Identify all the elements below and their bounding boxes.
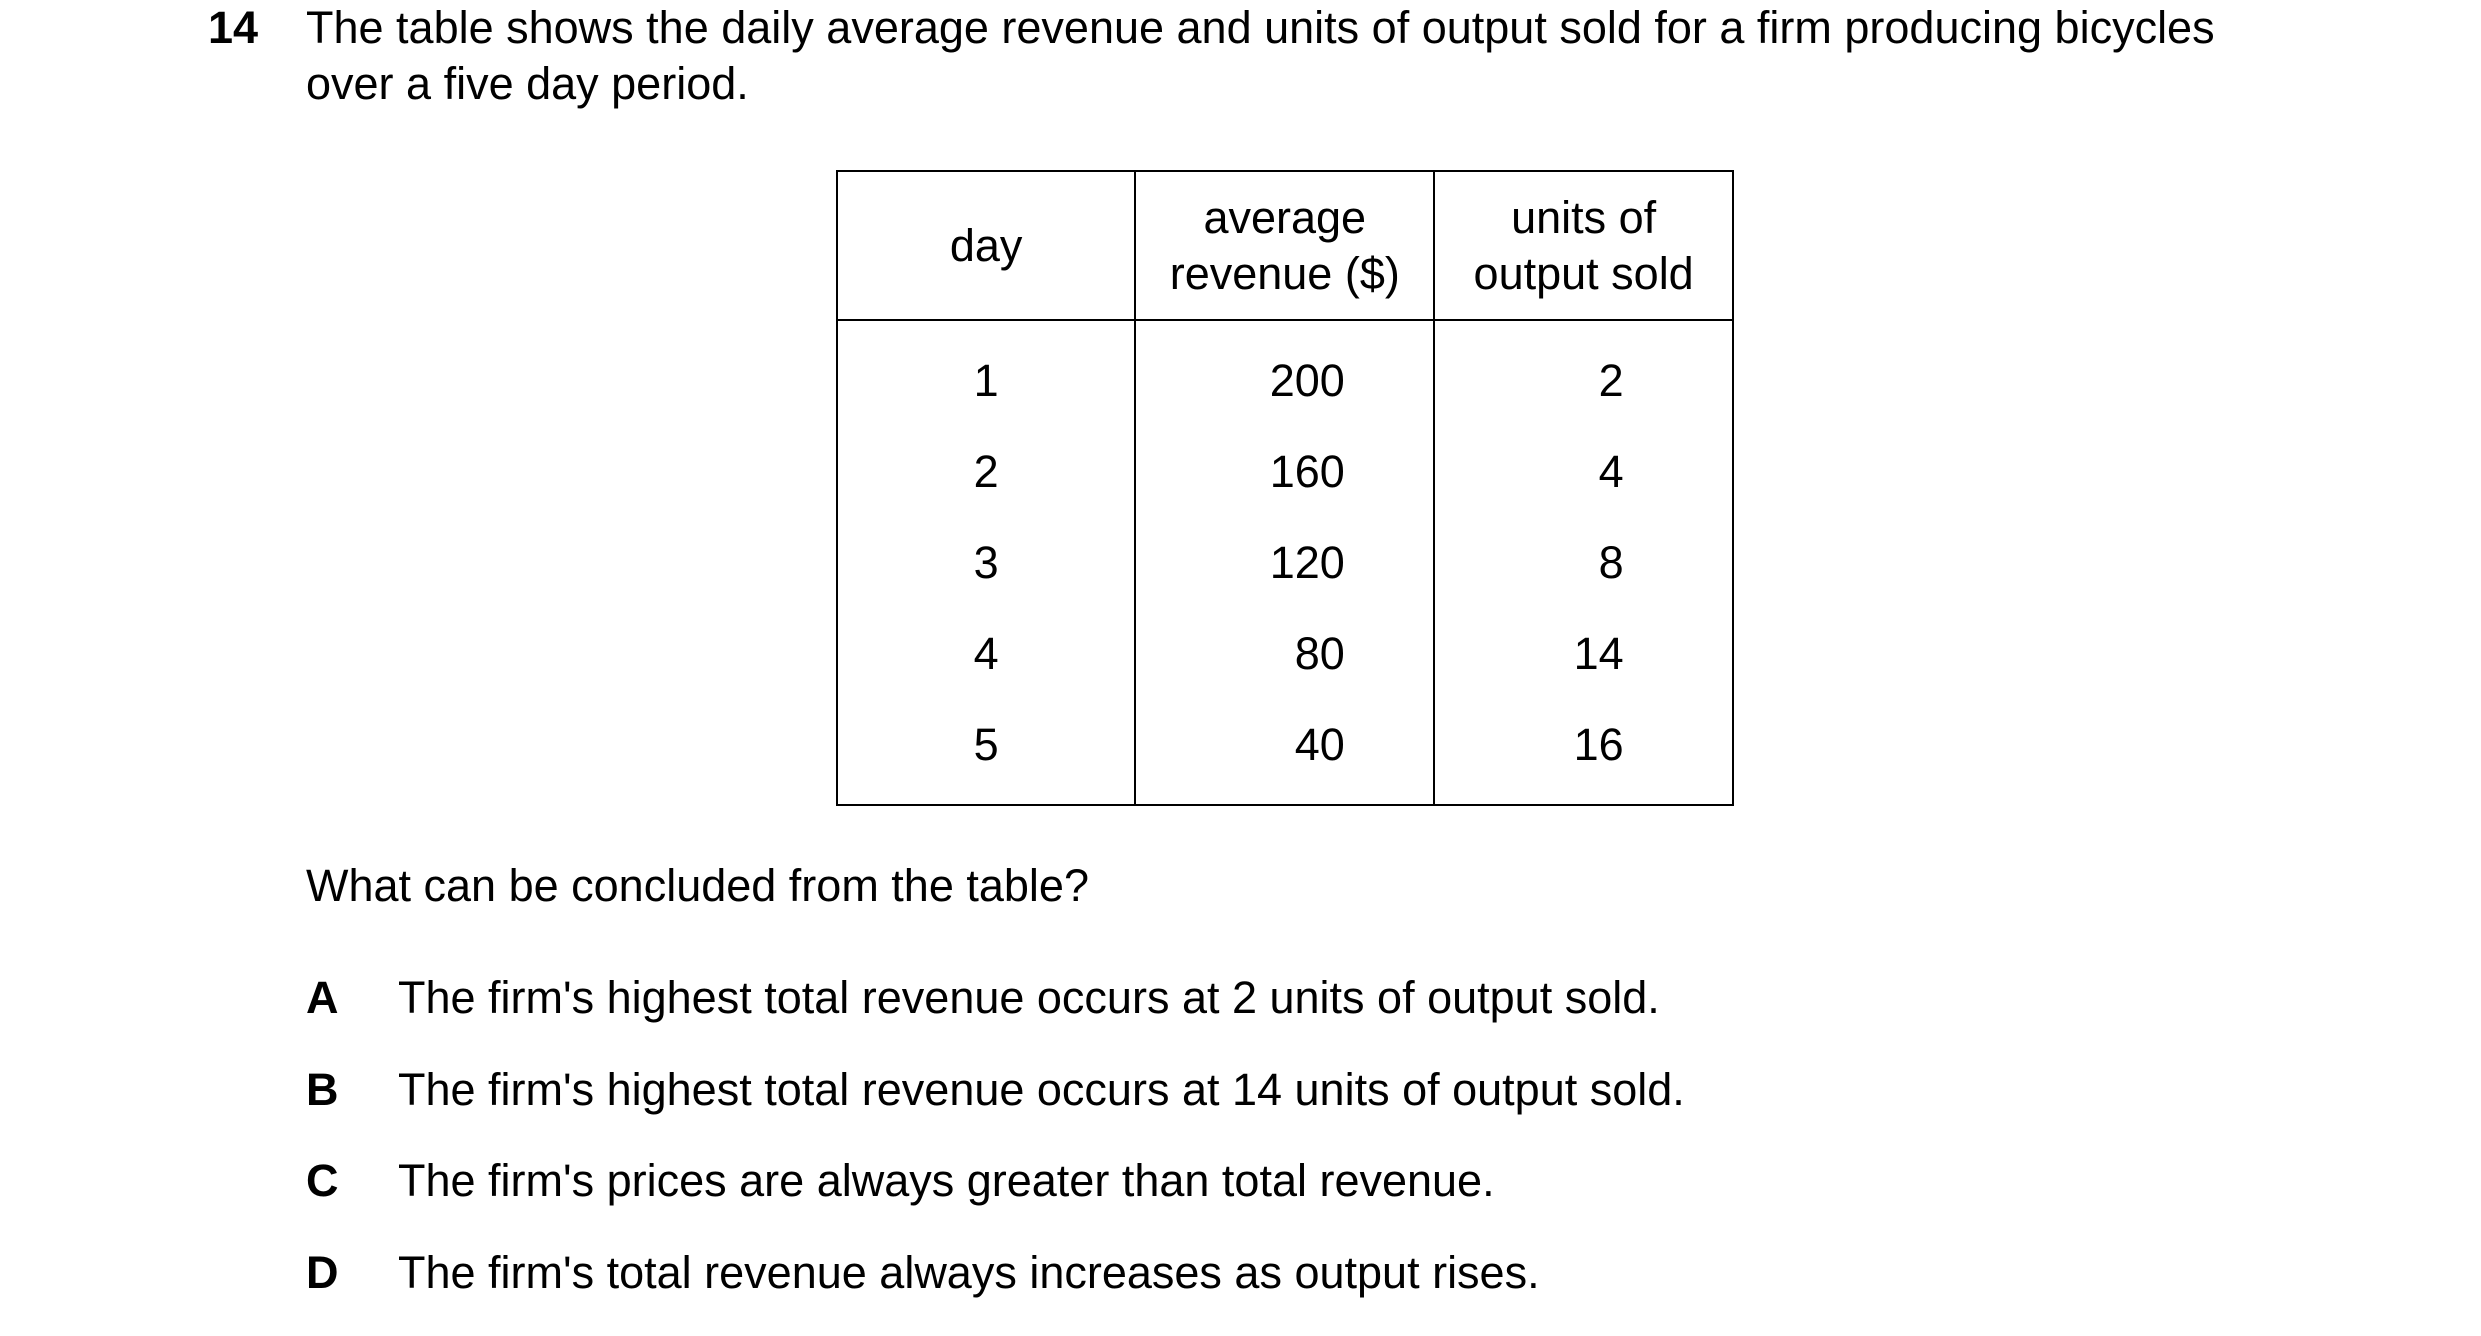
cell-day: 1	[837, 320, 1135, 426]
option-letter: C	[306, 1155, 339, 1206]
cell-units-sold: 16	[1434, 699, 1733, 805]
option-text: The firm's highest total revenue occurs at 2 units of output sold.	[398, 972, 1660, 1023]
header-units-of-output-sold: units of output sold	[1434, 171, 1733, 320]
cell-day: 5	[837, 699, 1135, 805]
option-text: The firm's total revenue always increases as output rises.	[398, 1246, 1540, 1298]
cell-day: 3	[837, 517, 1135, 608]
cell-units-sold: 2	[1434, 320, 1733, 426]
cell-average-revenue: 40	[1135, 699, 1434, 805]
cell-average-revenue: 200	[1135, 320, 1434, 426]
cell-average-revenue: 160	[1135, 426, 1434, 517]
data-table	[836, 170, 1734, 806]
cell-average-revenue: 80	[1135, 608, 1434, 699]
cell-units-sold: 14	[1434, 608, 1733, 699]
cell-units-sold: 8	[1434, 517, 1733, 608]
stem-line: over a five day period.	[306, 58, 749, 109]
question-prompt: What can be concluded from the table?	[306, 860, 1089, 911]
cell-day: 4	[837, 608, 1135, 699]
table-row	[837, 320, 1733, 426]
option-letter: A	[306, 972, 339, 1023]
question-stem	[306, 0, 2356, 112]
header-day: day	[837, 171, 1135, 320]
option-letter: D	[306, 1246, 339, 1298]
option-text: The firm's highest total revenue occurs at 14 units of output sold.	[398, 1063, 1685, 1115]
cell-day: 2	[837, 426, 1135, 517]
table-row	[837, 608, 1733, 699]
cell-units-sold: 4	[1434, 426, 1733, 517]
table-row	[837, 426, 1733, 517]
table-header-row	[837, 171, 1733, 320]
table-row	[837, 517, 1733, 608]
option-text: The firm's prices are always greater than total revenue.	[398, 1155, 1495, 1206]
table-row	[837, 699, 1733, 805]
option-letter: B	[306, 1063, 339, 1115]
question-number: 14	[208, 2, 259, 53]
cell-average-revenue: 120	[1135, 517, 1434, 608]
header-average-revenue: average revenue ($)	[1135, 171, 1434, 320]
stem-line: The table shows the daily average revenue and units of output sold for a firm producing bicycles	[306, 2, 2215, 53]
